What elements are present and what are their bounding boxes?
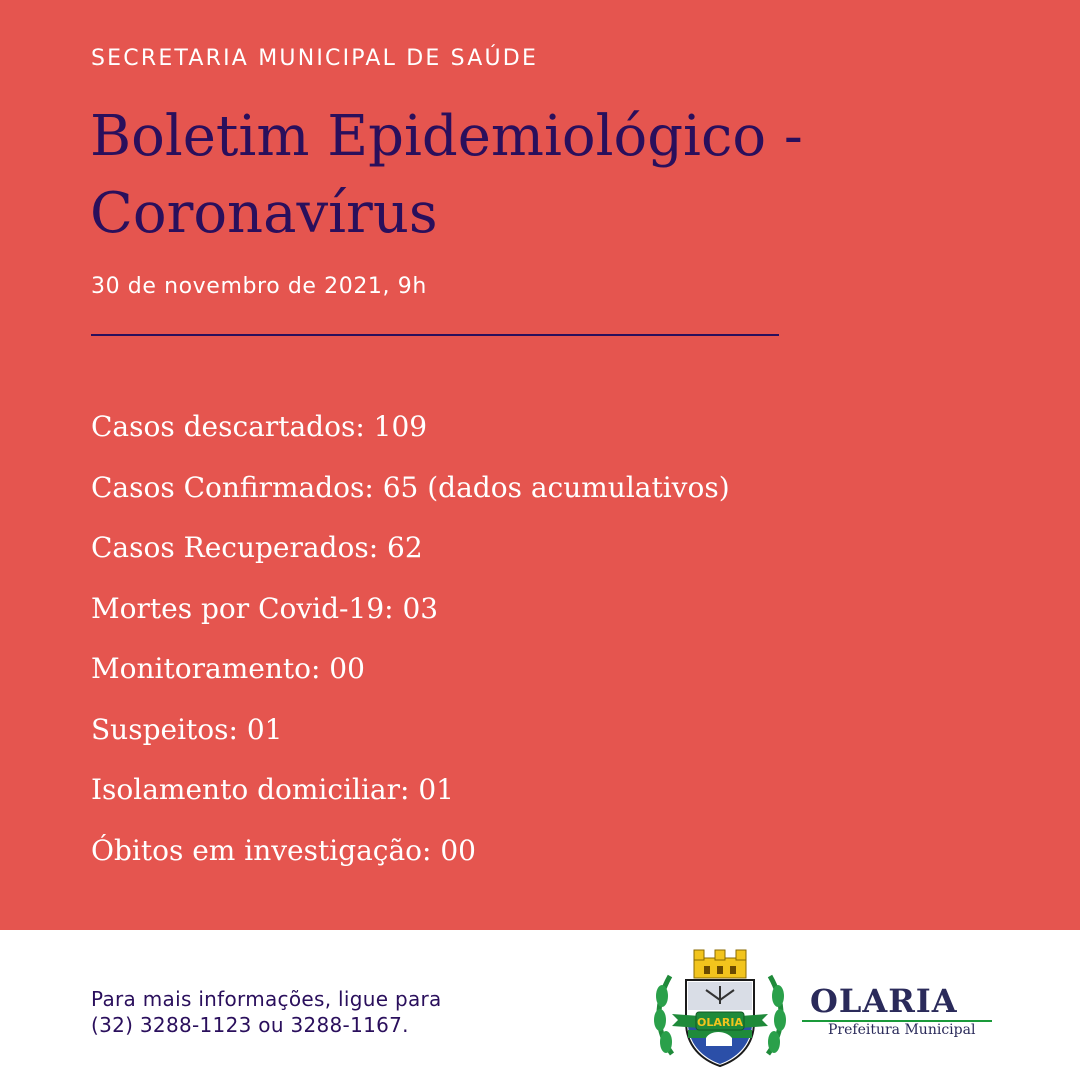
contact-info — [91, 986, 442, 1038]
bulletin-date: 30 de novembro de 2021, 9h — [91, 274, 427, 299]
bulletin-title — [90, 98, 803, 252]
title-line-2: Coronavírus — [90, 181, 438, 246]
stat-suspected: Suspeitos: 01 — [91, 712, 283, 746]
brand-name: OLARIA — [810, 982, 958, 1020]
divider — [91, 334, 779, 336]
stat-home-isolation: Isolamento domiciliar: 01 — [91, 773, 454, 806]
stat-deaths: Mortes por Covid-19: 03 — [91, 591, 439, 625]
stats-list — [91, 405, 730, 889]
stat-monitoring: Monitoramento: 00 — [91, 652, 365, 685]
stat-recovered: Casos Recuperados: 62 — [91, 531, 423, 564]
title-line-1: Boletim Epidemiológico - — [90, 104, 803, 169]
stat-confirmed: Casos Confirmados: 65 (dados acumulativos) — [91, 470, 730, 504]
stat-discarded: Casos descartados: 109 — [91, 410, 428, 443]
department-label: SECRETARIA MUNICIPAL DE SAÚDE — [91, 46, 539, 71]
brand-subtitle: Prefeitura Municipal — [828, 1022, 976, 1038]
contact-line-1: Para mais informações, ligue para — [91, 987, 442, 1011]
municipal-crest-icon — [650, 946, 790, 1070]
contact-phones: (32) 3288-1123 ou 3288-1167. — [91, 1013, 409, 1037]
crest-banner-text: OLARIA — [697, 1016, 743, 1029]
stat-deaths-under-investigation: Óbitos em investigação: 00 — [91, 833, 476, 867]
